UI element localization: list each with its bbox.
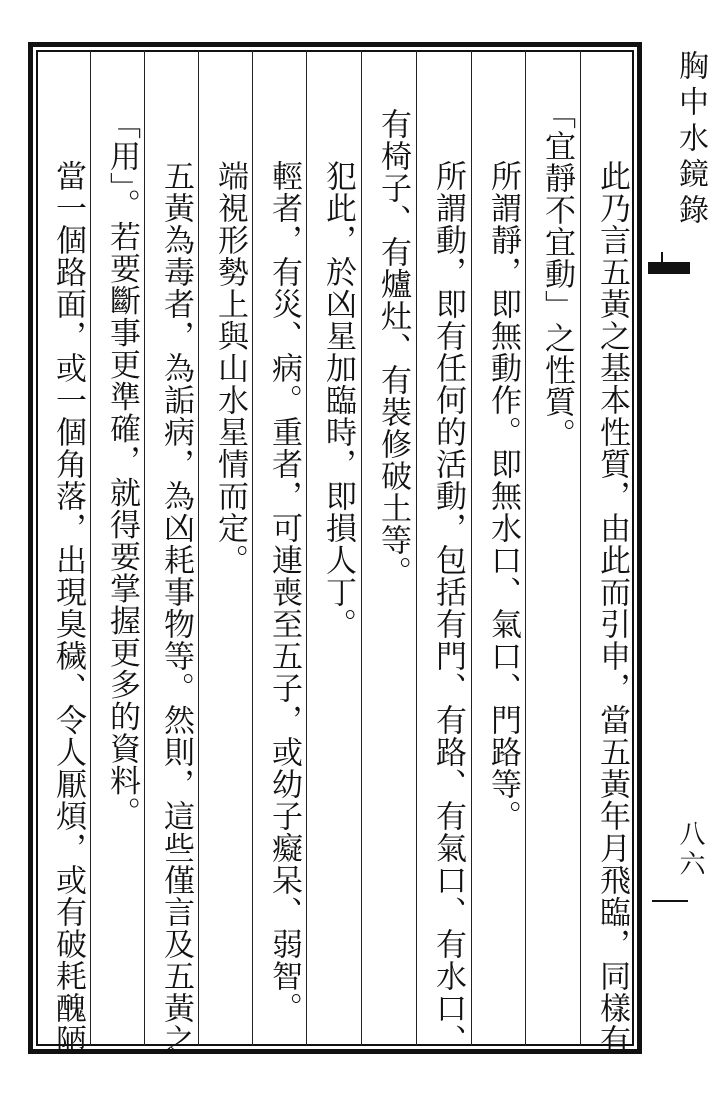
- column-rule: [361, 50, 362, 1046]
- column-rule: [416, 50, 417, 1046]
- title-bar: [648, 262, 690, 274]
- text-column-6: 犯此，於凶星加臨時，即損人丁。: [320, 160, 356, 640]
- column-rule: [144, 50, 145, 1046]
- column-rule: [471, 50, 472, 1046]
- column-rule: [252, 50, 253, 1046]
- column-rule: [525, 50, 526, 1046]
- text-column-4: 所謂動，即有任何的活動，包括有門、有路、有氣口、有水口、: [430, 160, 466, 1056]
- page-number: 八六: [675, 820, 705, 880]
- book-title: 胸中水鏡錄: [673, 50, 708, 230]
- text-column-8: 端視形勢上與山水星情而定。: [212, 160, 248, 576]
- column-rule: [90, 50, 91, 1046]
- text-column-9: 五黃為毒者，為詬病，為凶耗事物等。然則，這些僅言及五黃之: [158, 160, 194, 1056]
- text-column-2: 「宜靜不宜動」之性質。: [539, 98, 575, 450]
- text-column-10: 「用」。若要斷事更準確，就得要掌握更多的資料。: [104, 108, 140, 829]
- text-column-1: 此乃言五黃之基本性質，由此而引申，當五黃年月飛臨，同樣有: [594, 160, 630, 1056]
- column-rule: [198, 50, 199, 1046]
- text-column-5: 有椅子、有爐灶、有裝修破土等。: [375, 108, 411, 588]
- column-rule: [306, 50, 307, 1046]
- text-column-7: 輕者，有災、病。重者，可連喪至五子，或幼子癡呆、弱智。: [266, 160, 302, 1024]
- column-rule: [580, 50, 581, 1046]
- page-number-rule: [652, 900, 688, 902]
- text-column-3: 所謂靜，即無動作。即無水口、氣口、門路等。: [485, 160, 521, 832]
- text-column-11: 當一個路面，或一個角落，出現臭穢、令人厭煩，或有破耗醜陋: [50, 160, 86, 1056]
